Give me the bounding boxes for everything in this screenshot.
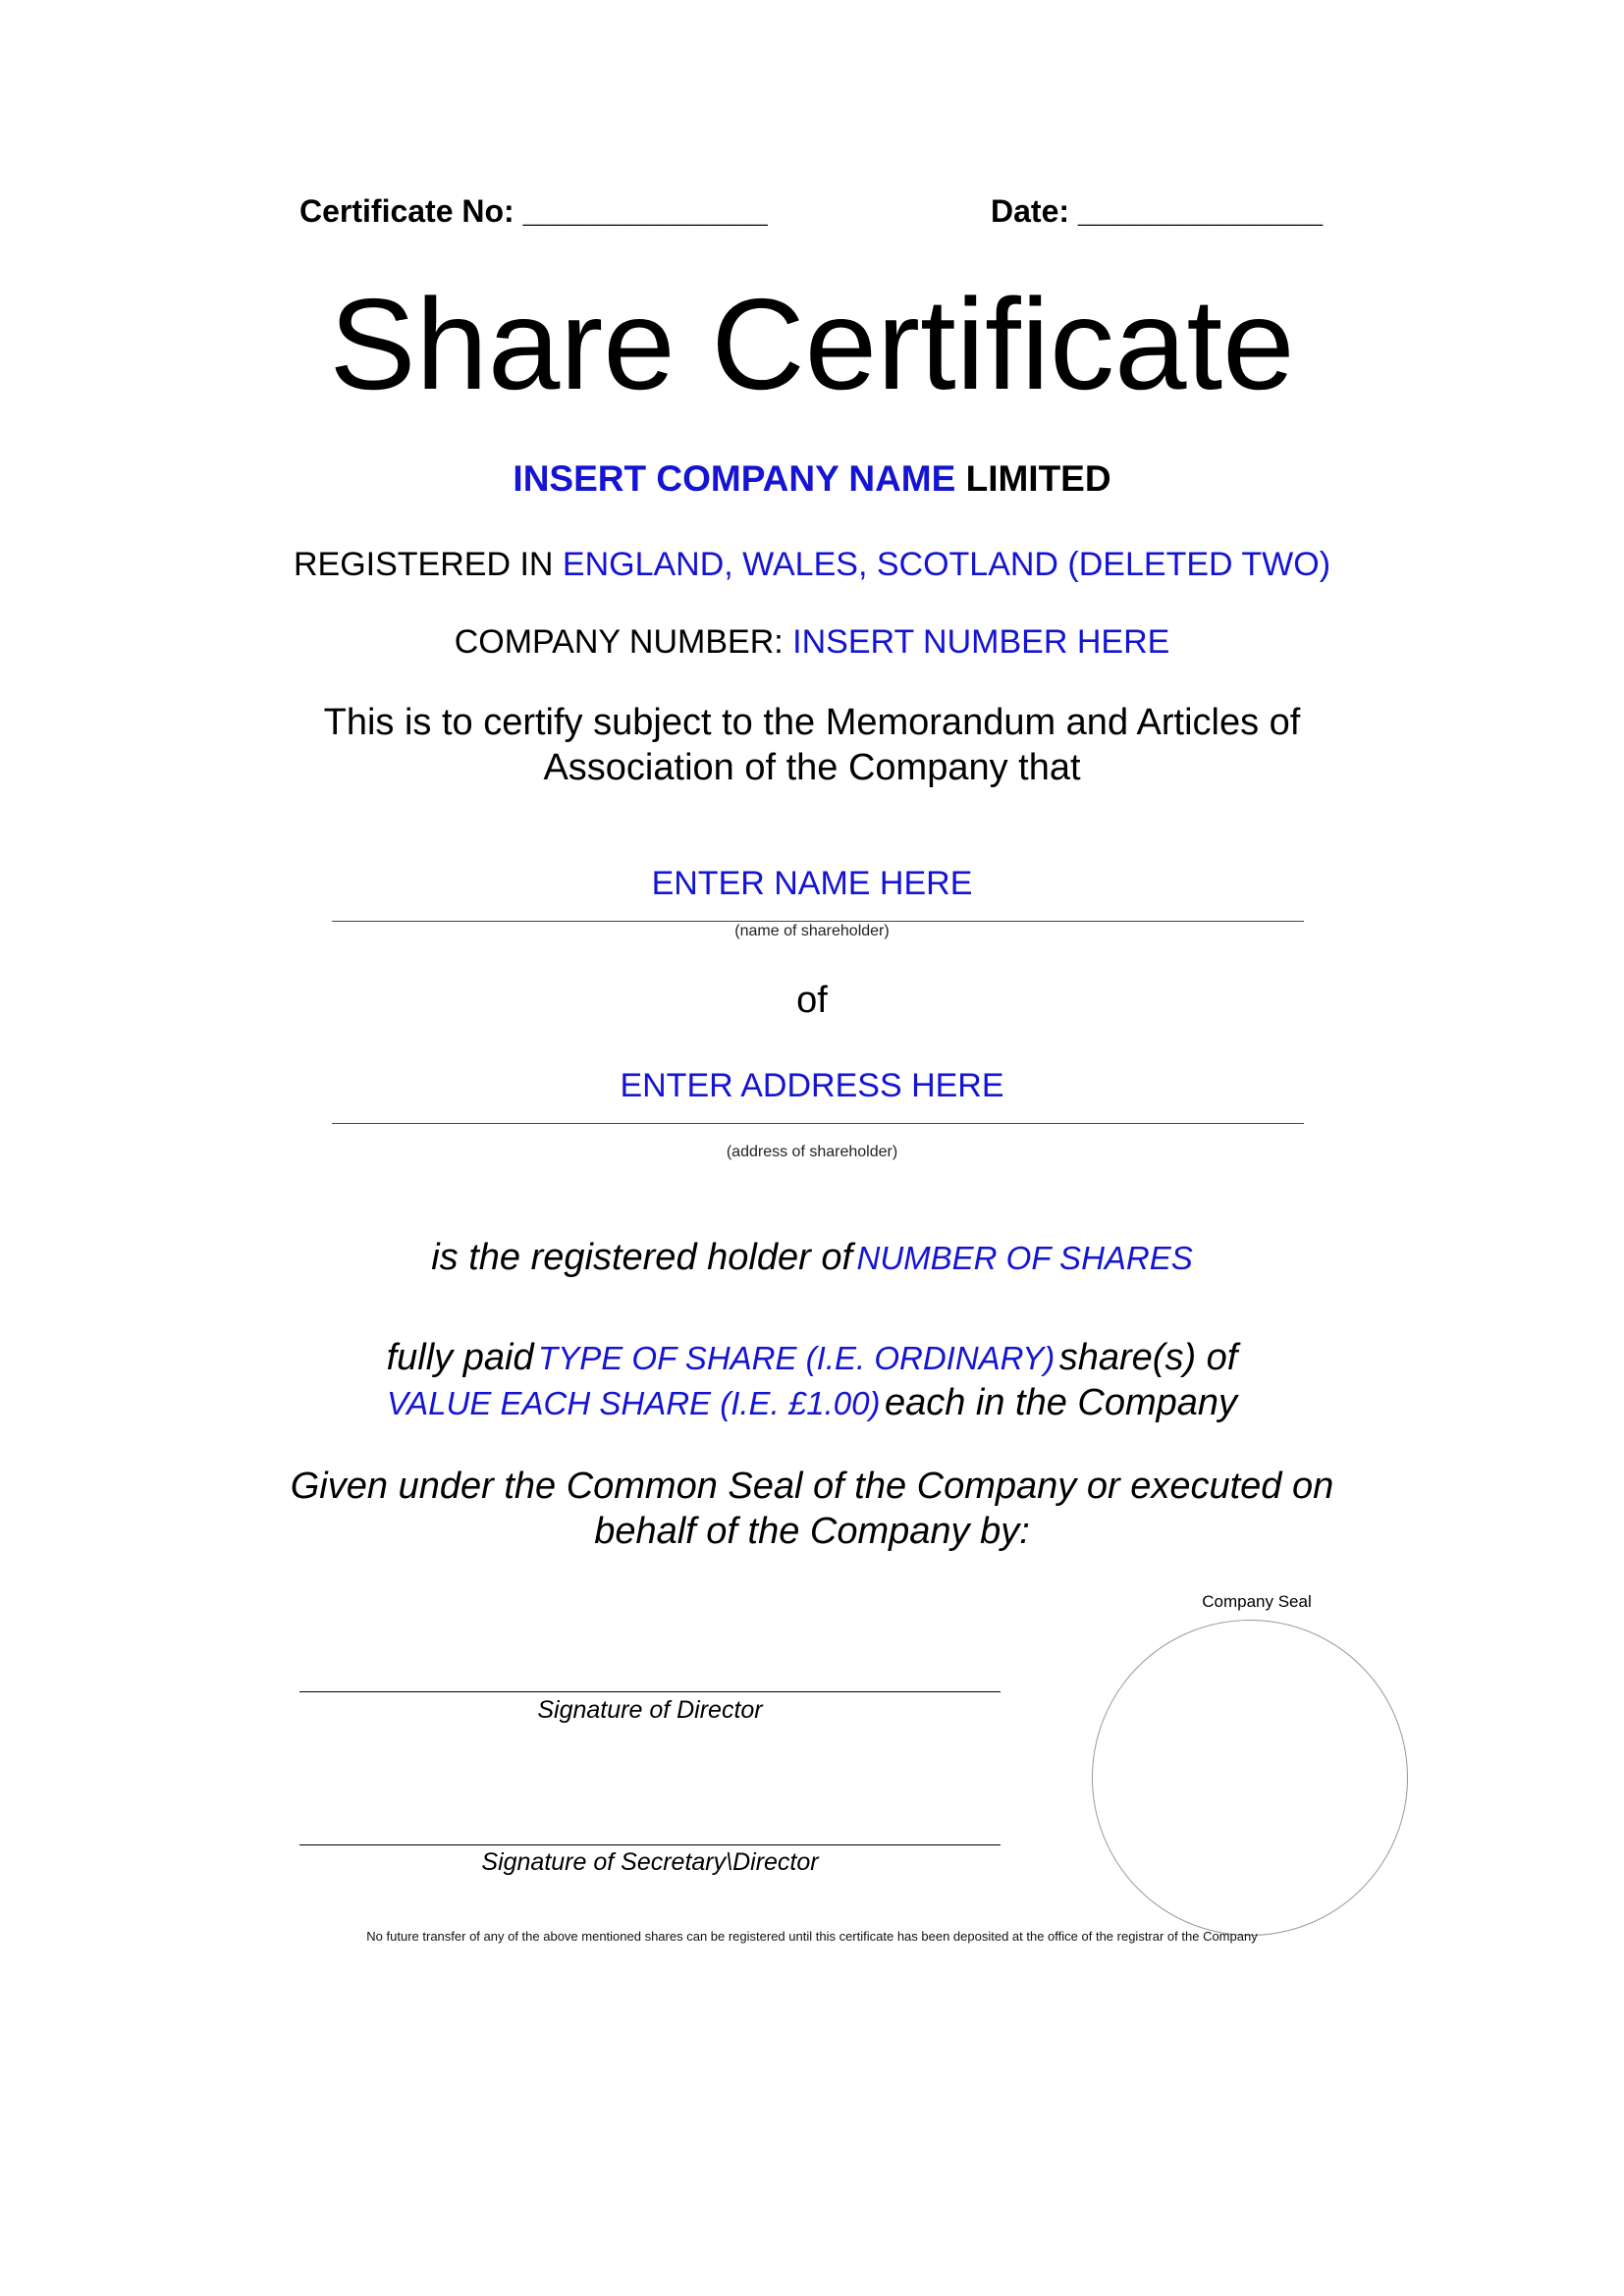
director-signature-caption: Signature of Director <box>537 1696 763 1724</box>
of-word: of <box>796 980 828 1021</box>
fully-paid-text: fully paid <box>386 1337 534 1378</box>
company-name-line <box>0 458 1624 500</box>
registered-placeholder: ENGLAND, WALES, SCOTLAND (DELETED TWO) <box>562 546 1331 583</box>
date-label: Date: <box>991 193 1070 229</box>
shareholder-name-rule <box>332 921 1304 922</box>
company-suffix: LIMITED <box>965 458 1111 499</box>
certify-line-2: Association of the Company that <box>543 747 1081 788</box>
seal-statement <box>0 1464 1624 1554</box>
share-value-placeholder: VALUE EACH SHARE (I.E. £1.00) <box>386 1385 881 1421</box>
secretary-signature-line[interactable] <box>299 1844 1001 1845</box>
certify-statement <box>0 700 1624 790</box>
shares-of-text: share(s) of <box>1058 1337 1238 1378</box>
shareholder-address-placeholder: ENTER ADDRESS HERE <box>620 1067 1004 1104</box>
seal-statement-line-2: behalf of the Company by: <box>594 1511 1030 1552</box>
certificate-no-field <box>299 193 768 230</box>
director-signature-line[interactable] <box>299 1691 1001 1692</box>
certificate-no-label: Certificate No: <box>299 193 514 229</box>
company-number-label: COMPANY NUMBER: <box>454 623 784 661</box>
share-type-line <box>0 1337 1624 1379</box>
company-number-placeholder: INSERT NUMBER HERE <box>792 623 1170 661</box>
registered-line <box>0 546 1624 584</box>
shareholder-name-placeholder: ENTER NAME HERE <box>651 865 973 902</box>
registered-label: REGISTERED IN <box>293 546 554 583</box>
date-field <box>991 193 1323 230</box>
number-of-shares-placeholder: NUMBER OF SHARES <box>856 1240 1193 1276</box>
certify-line-1: This is to certify subject to the Memorandum and Articles of <box>323 702 1301 743</box>
shareholder-address-caption: (address of shareholder) <box>726 1144 898 1160</box>
seal-statement-line-1: Given under the Common Seal of the Company or executed on <box>290 1466 1334 1507</box>
date-blank: ______________ <box>1077 193 1324 229</box>
company-seal-circle <box>1092 1620 1408 1936</box>
transfer-footer-note: No future transfer of any of the above mentioned shares can be registered until this certificate has been deposited at the office of the registrar of the Company <box>366 1929 1258 1944</box>
shareholder-address-rule <box>332 1123 1304 1124</box>
share-value-line <box>0 1382 1624 1424</box>
certificate-no-blank: ______________ <box>522 193 768 229</box>
share-type-placeholder: TYPE OF SHARE (I.E. ORDINARY) <box>538 1340 1056 1376</box>
company-seal-label: Company Seal <box>1202 1592 1312 1611</box>
holding-prefix: is the registered holder of <box>431 1237 853 1278</box>
shareholder-name-caption: (name of shareholder) <box>734 923 890 939</box>
each-in-company-text: each in the Company <box>884 1382 1238 1423</box>
page-title: Share Certificate <box>329 272 1295 416</box>
company-name-placeholder: INSERT COMPANY NAME <box>513 458 956 499</box>
holding-line <box>0 1237 1624 1279</box>
secretary-signature-caption: Signature of Secretary\Director <box>481 1848 819 1876</box>
company-number-line <box>0 623 1624 662</box>
